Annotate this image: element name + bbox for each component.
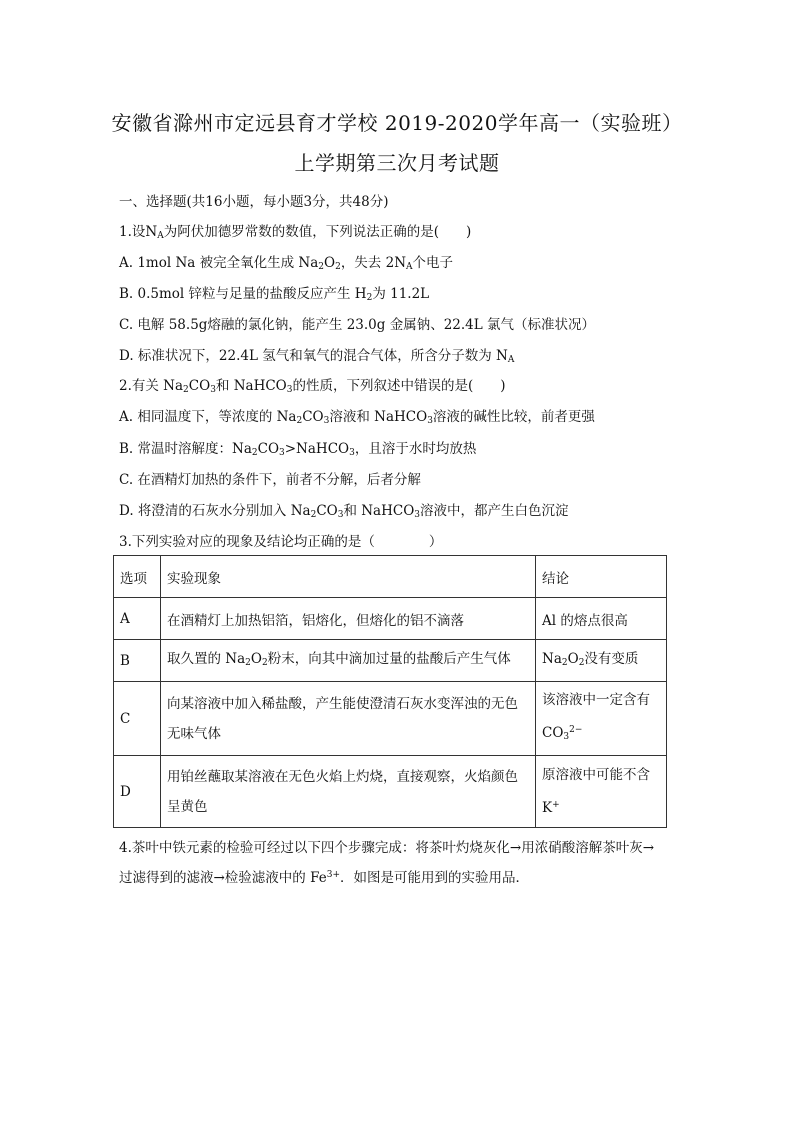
q3-table <box>113 555 667 828</box>
row-conclusion: $Na_2O_2$没有变质 <box>536 640 667 682</box>
q4-stem-line1: 4.茶叶中铁元素的检验可经过以下四个步骤完成：将茶叶灼烧灰化→用浓硝酸溶解茶叶灰→ <box>119 840 655 856</box>
q2-option-b: B. 常温时溶解度：$Na_2CO_3>NaHCO_3$，且溶于水时均放热 <box>119 441 477 458</box>
q1-option-c: C. 电解 58.5g熔融的氯化钠，能产生 23.0g 金属钠、22.4L 氯气（标准状况） <box>119 317 596 333</box>
table-row <box>114 756 667 828</box>
header-conclusion: 结论 <box>536 556 667 598</box>
q2-stem: 2.有关 $Na_2CO_3$和 NaHCO$_3$的性质，下列叙述中错误的是( ) <box>119 378 506 395</box>
row-option: A <box>114 598 161 640</box>
q2-option-c: C. 在酒精灯加热的条件下，前者不分解，后者分解 <box>119 472 421 488</box>
q1-option-b: B. 0.5mol 锌粒与足量的盐酸反应产生 $H_2$为 11.2L <box>119 286 430 303</box>
table-row <box>114 598 667 640</box>
row-conclusion: 该溶液中一定含有 $CO_3^{2-}$ <box>536 682 667 756</box>
table-row <box>114 640 667 682</box>
table-header-row <box>114 556 667 598</box>
q1-option-d: D. 标准状况下，22.4L 氢气和氧气的混合气体，所含分子数为 $N_A$ <box>119 348 515 365</box>
header-phenomenon: 实验现象 <box>161 556 536 598</box>
row-option: B <box>114 640 161 682</box>
header-option: 选项 <box>114 556 161 598</box>
row-conclusion: 原溶液中可能不含 K+ <box>536 756 667 828</box>
table-row <box>114 682 667 756</box>
q1-stem: 1.设$N_A$为阿伏加德罗常数的数值，下列说法正确的是( ) <box>119 224 472 241</box>
exam-title-line2: 上学期第三次月考试题 <box>294 151 500 175</box>
exam-title-line1: 安徽省滁州市定远县育才学校 2019-2020学年高一（实验班） <box>111 111 683 135</box>
section-heading: 一、选择题(共16小题，每小题3分，共48分) <box>119 194 389 210</box>
row-conclusion: Al 的熔点很高 <box>536 598 667 640</box>
q2-option-a: A. 相同温度下，等浓度的 $Na_2CO_3$溶液和 NaHCO$_3$溶液的碱性比较，前者更强 <box>119 409 595 426</box>
row-option: D <box>114 756 161 828</box>
row-phenomenon: 用铂丝蘸取某溶液在无色火焰上灼烧，直接观察，火焰颜色 呈黄色 <box>161 756 536 828</box>
q1-option-a: A. 1mol Na 被完全氧化生成 $Na_2O_2$，失去 $2N_A$个电子 <box>119 255 454 272</box>
q2-option-d: D. 将澄清的石灰水分别加入 $Na_2CO_3$和 NaHCO$_3$溶液中，都产生白色沉淀 <box>119 503 569 520</box>
row-phenomenon: 取久置的 $Na_2O_2$粉末，向其中滴加过量的盐酸后产生气体 <box>161 640 536 682</box>
row-option: C <box>114 682 161 756</box>
q4-stem-line2: 过滤得到的滤液→检验滤液中的 $Fe^{3+}$．如图是可能用到的实验用品． <box>119 870 530 886</box>
row-phenomenon: 向某溶液中加入稀盐酸，产生能使澄清石灰水变浑浊的无色 无味气体 <box>161 682 536 756</box>
row-phenomenon: 在酒精灯上加热铝箔，铝熔化，但熔化的铝不滴落 <box>161 598 536 640</box>
q3-stem: 3.下列实验对应的现象及结论均正确的是（ ） <box>119 534 443 550</box>
